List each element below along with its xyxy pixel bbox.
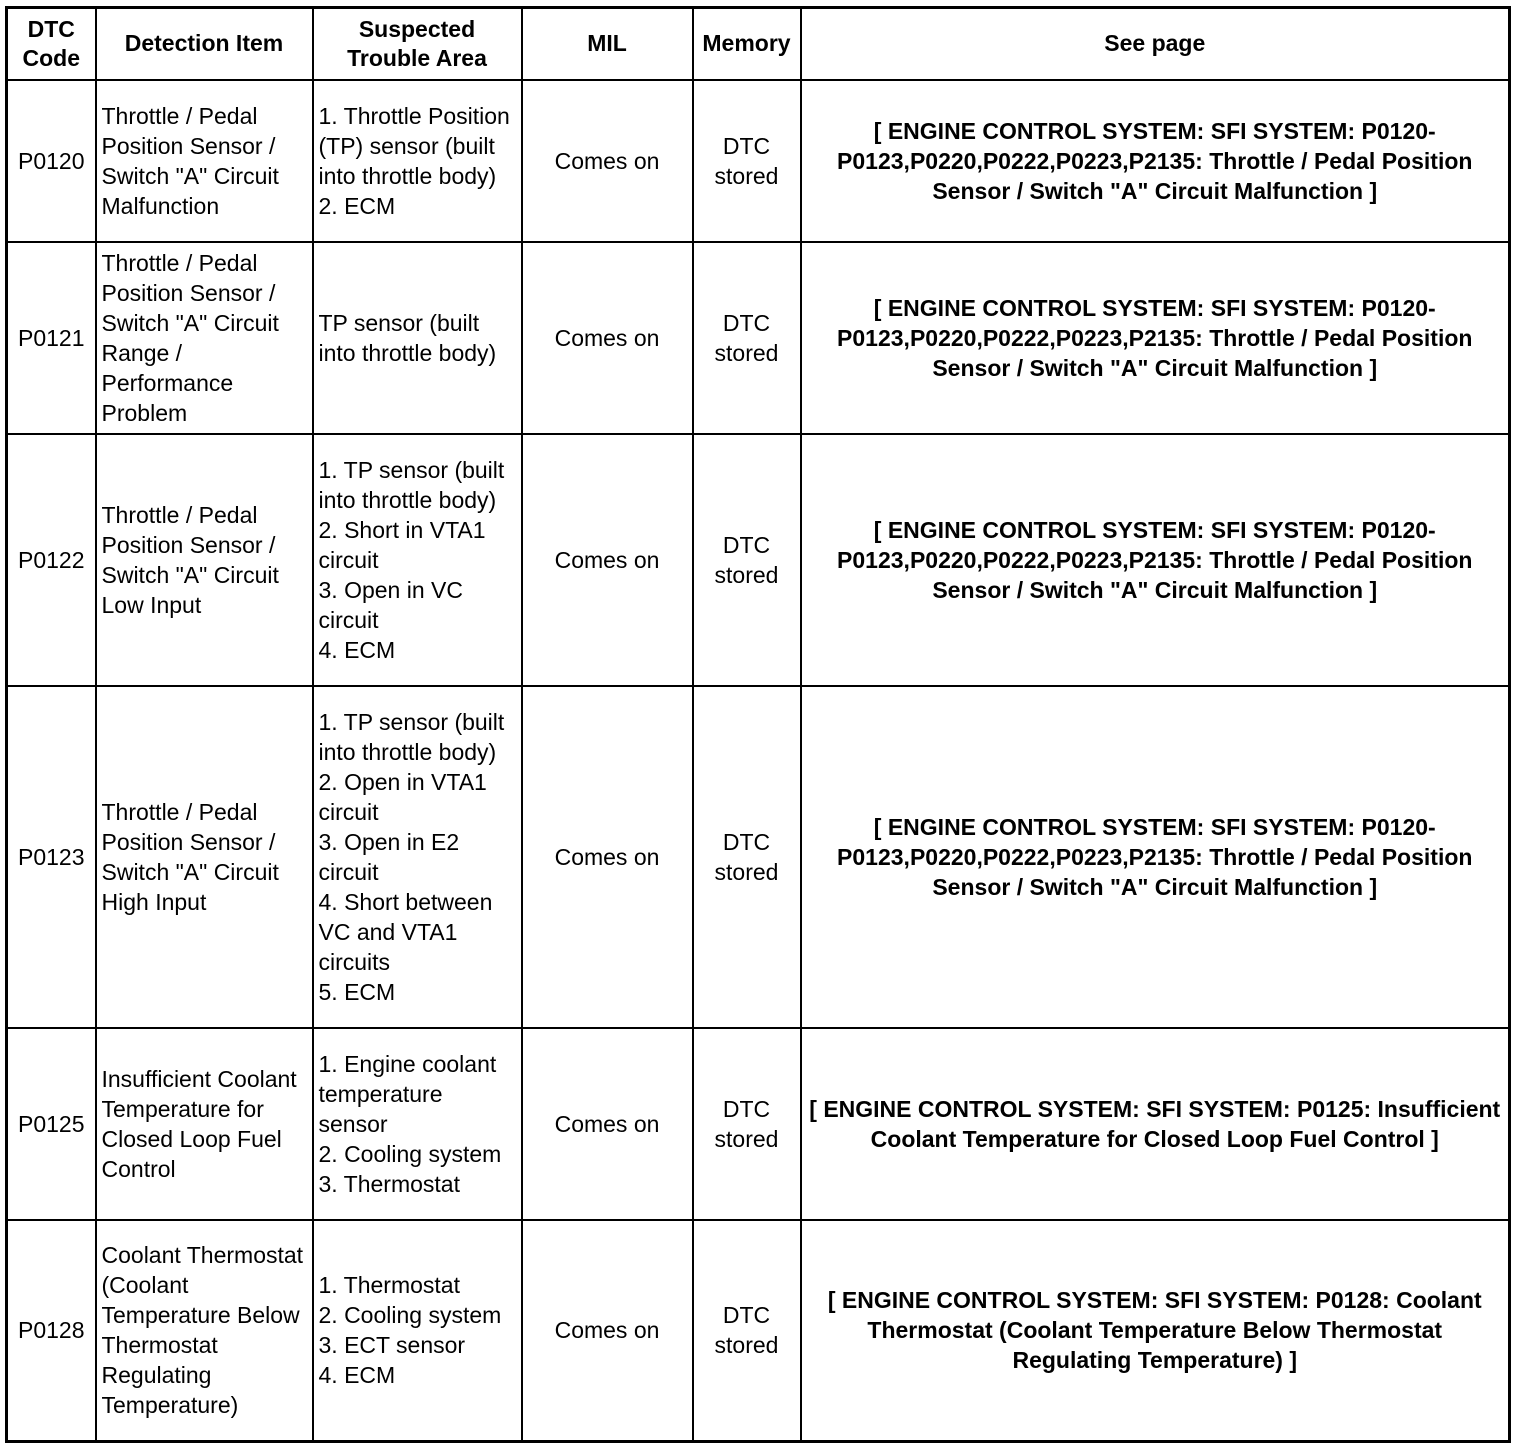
dtc-code-cell: P0122 <box>7 434 96 686</box>
detection-item-cell: Coolant Thermostat (Coolant Temperature Below Thermostat Regulating Temperature) <box>96 1220 313 1442</box>
mil-cell: Comes on <box>522 242 693 434</box>
header-detection-item: Detection Item <box>96 8 313 80</box>
mil-cell: Comes on <box>522 1028 693 1220</box>
trouble-area-cell: TP sensor (built into throttle body) <box>313 242 522 434</box>
table-body <box>7 80 1510 1442</box>
memory-cell: DTC stored <box>693 1028 801 1220</box>
see-page-link[interactable]: [ ENGINE CONTROL SYSTEM: SFI SYSTEM: P0125: Insufficient Coolant Temperature for Closed Loop Fuel Control ] <box>801 1028 1510 1220</box>
see-page-link[interactable]: [ ENGINE CONTROL SYSTEM: SFI SYSTEM: P0120-P0123,P0220,P0222,P0223,P2135: Throttle / Pedal Position Sensor / Switch "A" Circuit Malfunction ] <box>801 242 1510 434</box>
memory-cell: DTC stored <box>693 686 801 1028</box>
trouble-area-cell: 1. TP sensor (built into throttle body) 2. Open in VTA1 circuit 3. Open in E2 circuit 4. Short between VC and VTA1 circuits 5. ECM <box>313 686 522 1028</box>
mil-cell: Comes on <box>522 434 693 686</box>
header-suspected-trouble-area: Suspected Trouble Area <box>313 8 522 80</box>
header-memory: Memory <box>693 8 801 80</box>
see-page-link[interactable]: [ ENGINE CONTROL SYSTEM: SFI SYSTEM: P0120-P0123,P0220,P0222,P0223,P2135: Throttle / Pedal Position Sensor / Switch "A" Circuit Malfunction ] <box>801 434 1510 686</box>
dtc-code-cell: P0121 <box>7 242 96 434</box>
dtc-code-cell: P0120 <box>7 80 96 242</box>
trouble-area-cell: 1. TP sensor (built into throttle body) 2. Short in VTA1 circuit 3. Open in VC circuit 4. ECM <box>313 434 522 686</box>
table-row <box>7 80 1510 242</box>
table-row <box>7 242 1510 434</box>
memory-cell: DTC stored <box>693 1220 801 1442</box>
mil-cell: Comes on <box>522 80 693 242</box>
header-row <box>7 8 1510 80</box>
see-page-link[interactable]: [ ENGINE CONTROL SYSTEM: SFI SYSTEM: P0120-P0123,P0220,P0222,P0223,P2135: Throttle / Pedal Position Sensor / Switch "A" Circuit Malfunction ] <box>801 80 1510 242</box>
dtc-code-cell: P0125 <box>7 1028 96 1220</box>
table-row <box>7 1028 1510 1220</box>
detection-item-cell: Throttle / Pedal Position Sensor / Switch "A" Circuit High Input <box>96 686 313 1028</box>
mil-cell: Comes on <box>522 686 693 1028</box>
mil-cell: Comes on <box>522 1220 693 1442</box>
header-dtc-code: DTC Code <box>7 8 96 80</box>
dtc-table <box>5 6 1511 1443</box>
header-see-page: See page <box>801 8 1510 80</box>
see-page-link[interactable]: [ ENGINE CONTROL SYSTEM: SFI SYSTEM: P0128: Coolant Thermostat (Coolant Temperature Below Thermostat Regulating Temperature) ] <box>801 1220 1510 1442</box>
see-page-link[interactable]: [ ENGINE CONTROL SYSTEM: SFI SYSTEM: P0120-P0123,P0220,P0222,P0223,P2135: Throttle / Pedal Position Sensor / Switch "A" Circuit Malfunction ] <box>801 686 1510 1028</box>
trouble-area-cell: 1. Thermostat 2. Cooling system 3. ECT sensor 4. ECM <box>313 1220 522 1442</box>
detection-item-cell: Throttle / Pedal Position Sensor / Switch "A" Circuit Range / Performance Problem <box>96 242 313 434</box>
trouble-area-cell: 1. Throttle Position (TP) sensor (built into throttle body) 2. ECM <box>313 80 522 242</box>
table-header <box>7 8 1510 80</box>
detection-item-cell: Throttle / Pedal Position Sensor / Switch "A" Circuit Low Input <box>96 434 313 686</box>
table-row <box>7 686 1510 1028</box>
detection-item-cell: Insufficient Coolant Temperature for Closed Loop Fuel Control <box>96 1028 313 1220</box>
header-mil: MIL <box>522 8 693 80</box>
dtc-code-cell: P0128 <box>7 1220 96 1442</box>
table-row <box>7 434 1510 686</box>
memory-cell: DTC stored <box>693 434 801 686</box>
table-row <box>7 1220 1510 1442</box>
trouble-area-cell: 1. Engine coolant temperature sensor 2. Cooling system 3. Thermostat <box>313 1028 522 1220</box>
memory-cell: DTC stored <box>693 80 801 242</box>
dtc-code-cell: P0123 <box>7 686 96 1028</box>
detection-item-cell: Throttle / Pedal Position Sensor / Switch "A" Circuit Malfunction <box>96 80 313 242</box>
memory-cell: DTC stored <box>693 242 801 434</box>
